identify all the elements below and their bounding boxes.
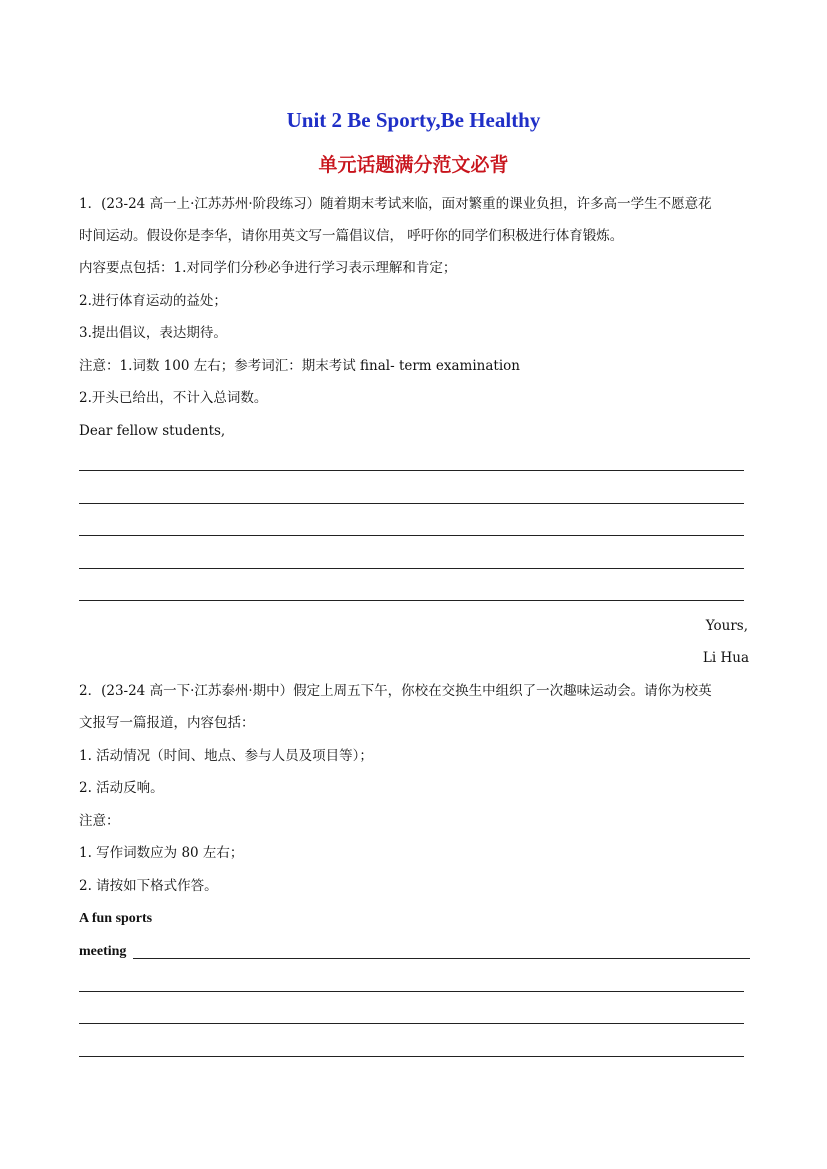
q2-point-1: 1. 活动情况（时间、地点、参与人员及项目等）； bbox=[79, 748, 373, 764]
q1-point-3: 3.提出倡议，表达期待。 bbox=[79, 325, 227, 341]
q2-prompt-line-1: 2．(23-24 高一下·江苏泰州·期中）假定上周五下午，你校在交换生中组织了一次趣味运动会。请你为校英 bbox=[79, 683, 712, 699]
q2-note-label: 注意： bbox=[79, 813, 120, 829]
q2-title-line[interactable] bbox=[133, 958, 750, 959]
q2-answer-line[interactable] bbox=[79, 1023, 744, 1024]
q2-heading: A fun sports bbox=[79, 911, 153, 926]
q1-answer-line[interactable] bbox=[79, 503, 744, 504]
q1-signature: Li Hua bbox=[702, 650, 749, 666]
q1-answer-line[interactable] bbox=[79, 600, 744, 601]
q1-closing: Yours, bbox=[705, 618, 748, 634]
q1-greeting: Dear fellow students, bbox=[79, 423, 226, 439]
q2-note-1: 1. 写作词数应为 80 左右； bbox=[79, 845, 244, 861]
q2-answer-line[interactable] bbox=[79, 991, 744, 992]
q1-point-1: 内容要点包括：1.对同学们分秒必争进行学习表示理解和肯定； bbox=[79, 260, 457, 276]
q2-point-2: 2. 活动反响。 bbox=[79, 780, 164, 796]
page-subtitle: 单元话题满分范文必背 bbox=[318, 154, 509, 176]
q1-prompt-line-1: 1．(23-24 高一上·江苏苏州·阶段练习）随着期末考试来临，面对繁重的课业负担，许多高一学生不愿意花 bbox=[79, 196, 712, 212]
q2-prompt-line-2: 文报写一篇报道，内容包括： bbox=[79, 715, 255, 731]
q1-answer-line[interactable] bbox=[79, 470, 744, 471]
q1-point-2: 2.进行体育运动的益处； bbox=[79, 293, 227, 309]
q2-note-2: 2. 请按如下格式作答。 bbox=[79, 878, 218, 894]
q1-note-1: 注意：1.词数 100 左右；参考词汇：期末考试 final- term examination bbox=[79, 358, 520, 374]
q1-prompt-line-2: 时间运动。假设你是李华，请你用英文写一篇倡议信， 呼吁你的同学们积极进行体育锻炼。 bbox=[79, 228, 624, 244]
q2-answer-line[interactable] bbox=[79, 1056, 744, 1057]
page-title: Unit 2 Be Sporty,Be Healthy bbox=[286, 108, 541, 132]
q1-note-2: 2.开头已给出，不计入总词数。 bbox=[79, 390, 268, 406]
q1-answer-line[interactable] bbox=[79, 535, 744, 536]
q1-answer-line[interactable] bbox=[79, 568, 744, 569]
q2-heading-continued: meeting bbox=[79, 944, 127, 959]
